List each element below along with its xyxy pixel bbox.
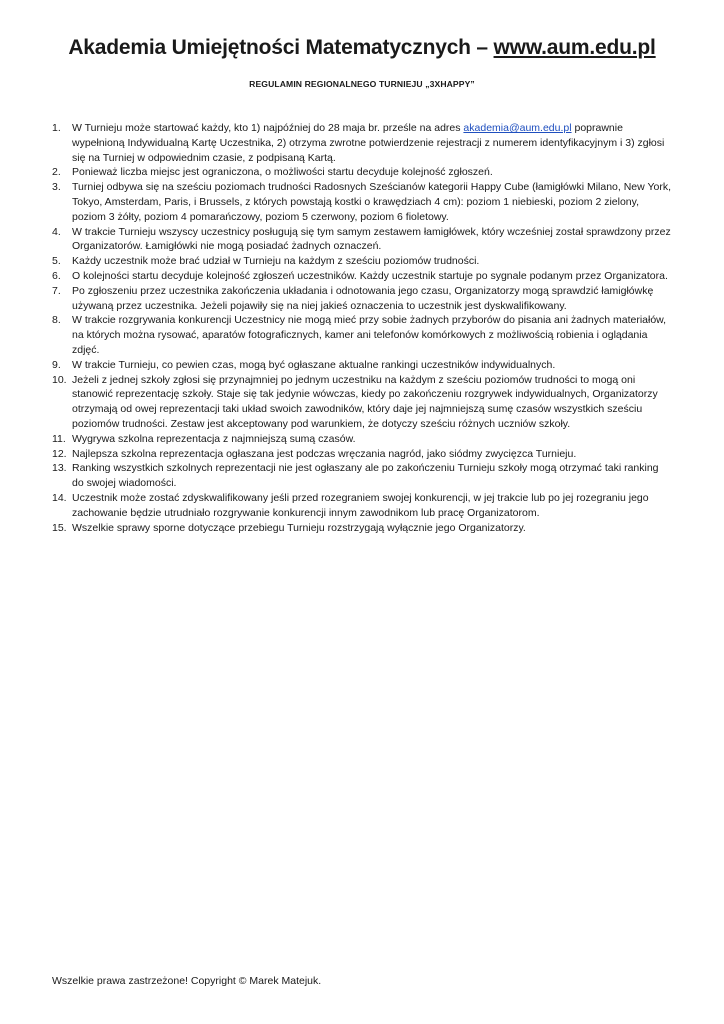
rule-number: 5. bbox=[52, 255, 61, 268]
rule-number: 3. bbox=[52, 181, 61, 194]
rule-text: Wszelkie sprawy sporne dotyczące przebiegu Turnieju rozstrzygają wyłącznie jego Organizatorzy. bbox=[72, 521, 526, 534]
rule-number: 9. bbox=[52, 358, 61, 371]
rule-item bbox=[52, 447, 672, 462]
rule-text: W Turnieju może startować każdy, kto 1) najpóźniej do 28 maja br. prześle na adres bbox=[72, 122, 464, 134]
rule-text: Po zgłoszeniu przez uczestnika zakończenia układania i odnotowania jego czasu, Organizatorzy mogą sprawdzić łamigłówkę używaną przez uczestnika. Jeżeli pojawiły się na niej jakieś oznaczenia to uczestnik jest dyskwalifikowany. bbox=[72, 284, 654, 312]
rule-item bbox=[52, 165, 672, 180]
rule-text: Ponieważ liczba miejsc jest ograniczona, o możliwości startu decyduje kolejność zgłoszeń. bbox=[72, 166, 493, 179]
rule-text: Najlepsza szkolna reprezentacja ogłaszana jest podczas wręczania nagród, jako siódmy zwycięzca Turnieju. bbox=[72, 447, 577, 460]
page-title bbox=[0, 36, 724, 60]
rule-text: Jeżeli z jednej szkoły zgłosi się przynajmniej po jednym uczestniku na każdym z sześciu poziomów trudności to mogą oni stanowić reprezentację szkoły. Staje się tak jedynie wówczas, kiedy po zakończeniu rozgrywek indywidualnych, Organizatorzy otrzymają od owej reprezentacji taki układ swoich zawodników, który daje jej najmniejszą sumę czasów wszystkich sześciu poziomów trudności. Zestaw jest akceptowany pod warunkiem, że dotyczy sześciu różnych uczniów szkoły. bbox=[72, 373, 658, 430]
document-subtitle: REGULAMIN REGIONALNEGO TURNIEJU „3XHAPPY” bbox=[249, 79, 475, 89]
rule-item bbox=[52, 121, 672, 165]
rule-text: O kolejności startu decyduje kolejność zgłoszeń uczestników. Każdy uczestnik startuje po sygnale podanym przez Organizatora. bbox=[72, 269, 668, 282]
rule-number: 14. bbox=[52, 491, 67, 504]
rule-text: W trakcie Turnieju, co pewien czas, mogą być ogłaszane aktualne rankingi uczestników indywidualnych. bbox=[72, 358, 556, 371]
rule-item bbox=[52, 432, 672, 447]
rule-text: Turniej odbywa się na sześciu poziomach trudności Radosnych Sześcianów kategorii Happy Cube (łamigłówki Milano, New York, Tokyo, Amsterdam, Paris, i Brussels, z których powstają kostki o krawędziach 4 cm): poziom 1 niebieski, poziom 2 zielony, poziom 3 żółty, poziom 4 pomarańczowy, poziom 5 czerwony, poziom 6 fioletowy. bbox=[72, 181, 671, 223]
rule-number: 13. bbox=[52, 462, 67, 475]
rule-item bbox=[52, 284, 672, 314]
rule-item bbox=[52, 373, 672, 432]
rule-item bbox=[52, 313, 672, 357]
rule-item bbox=[52, 269, 672, 284]
rule-number: 2. bbox=[52, 166, 61, 179]
rule-number: 8. bbox=[52, 314, 61, 327]
rule-number: 15. bbox=[52, 521, 67, 534]
email-link[interactable]: akademia@aum.edu.pl bbox=[463, 122, 572, 134]
rule-number: 11. bbox=[52, 432, 66, 445]
rule-item bbox=[52, 358, 672, 373]
rule-number: 6. bbox=[52, 269, 61, 282]
rule-item bbox=[52, 461, 672, 491]
rule-text: W trakcie Turnieju wszyscy uczestnicy posługują się tym samym zestawem łamigłówek, który wcześniej został sprawdzony przez Organizatorów. Łamigłówki nie mogą posiadać żadnych oznaczeń. bbox=[72, 225, 671, 253]
rule-number: 1. bbox=[52, 122, 61, 134]
rule-item bbox=[52, 225, 672, 255]
rule-item bbox=[52, 521, 672, 536]
rule-text: Ranking wszystkich szkolnych reprezentacji nie jest ogłaszany ale po zakończeniu Turnieju szkoły mogą otrzymać taki ranking do swojej wiadomości. bbox=[72, 462, 659, 490]
rule-number: 7. bbox=[52, 284, 61, 297]
rule-number: 4. bbox=[52, 225, 61, 238]
rule-text-continued: poprawnie wypełnioną Indywidualną Kartę Uczestnika, 2) otrzyma zwrotne potwierdzenie rejestracji z numerem identyfikacyjnym i 3) zgłosi się na Turniej w odpowiednim czasie, z podpisaną Kartą. bbox=[72, 122, 665, 164]
rule-text: Wygrywa szkolna reprezentacja z najmniejszą sumą czasów. bbox=[72, 432, 356, 445]
rule-text: Uczestnik może zostać zdyskwalifikowany jeśli przed rozegraniem swojej konkurencji, w jej trakcie lub po jej rozegraniu jego zachowanie będzie utrudniało rozgrywanie konkurencji innym zawodnikom lub pracę Organizatorom. bbox=[72, 491, 649, 519]
rule-number: 12. bbox=[52, 447, 67, 460]
rule-text: W trakcie rozgrywania konkurencji Uczestnicy nie mogą mieć przy sobie żadnych przyborów do pisania ani żadnych materiałów, na których można rysować, aparatów fotograficznych, kamer ani telefonów komórkowych z możliwością robienia i oglądania zdjęć. bbox=[72, 314, 667, 356]
rule-number: 10. bbox=[52, 373, 67, 386]
rule-item bbox=[52, 180, 672, 224]
copyright-footer: Wszelkie prawa zastrzeżone! Copyright © Marek Matejuk. bbox=[52, 975, 322, 987]
title-url-link[interactable]: www.aum.edu.pl bbox=[493, 36, 656, 59]
rule-text: Każdy uczestnik może brać udział w Turnieju na każdym z sześciu poziomów trudności. bbox=[72, 255, 480, 268]
rule-item bbox=[52, 254, 672, 269]
rules-list bbox=[52, 121, 672, 535]
title-text: Akademia Umiejętności Matematycznych – bbox=[68, 36, 494, 59]
rule-item bbox=[52, 491, 672, 521]
